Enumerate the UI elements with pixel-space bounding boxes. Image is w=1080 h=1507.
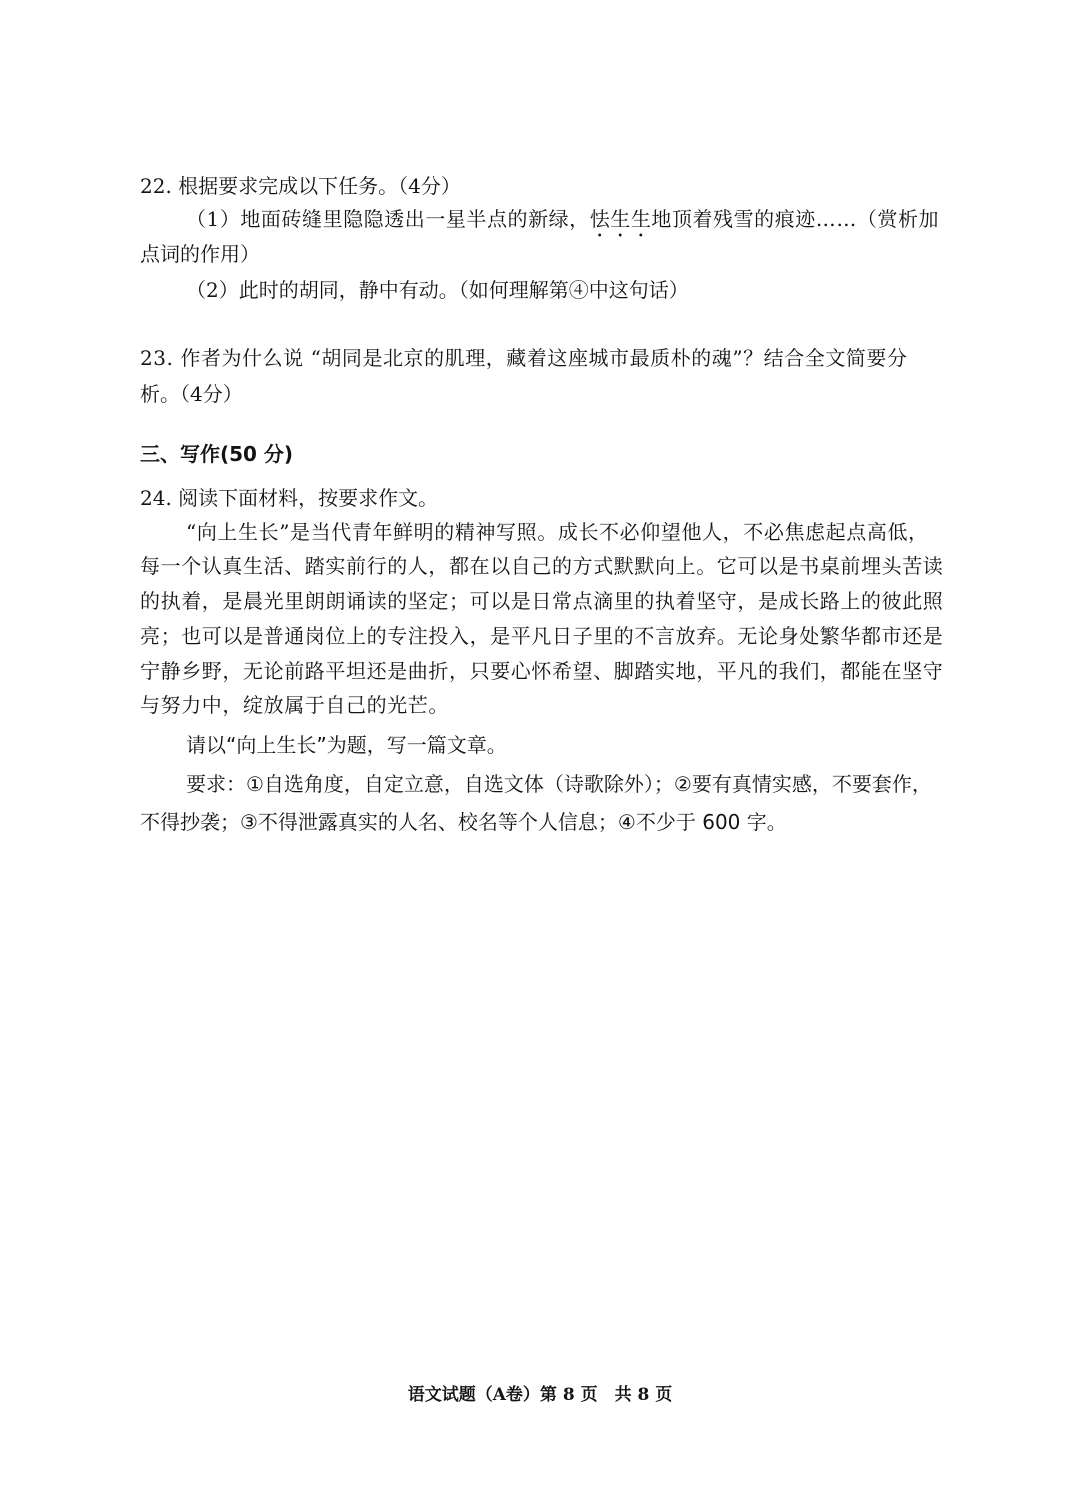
exam-page: 22. 根据要求完成以下任务。（4分） （1）地面砖缝里隐隐透出一星半点的新绿，怯生生地顶着残雪的痕迹……（赏析加 点词的作用） （2）此时的胡同，静中有动。（如何理解第④中这句话） 23. 作者为什么说 “胡同是北京的肌理，藏着这座城市最质朴的魂”？结合全文简要分 析。（4分） 三、写作(50 分) 24. 阅读下面材料，按要求作文。 “向上生长”是当代青年鲜明的精神写照。成长不必仰望他人，不必焦虑起点高低， 每一个认真生活、踏实前行的人，都在以自己的方式默默向上。它可以是书桌前埋头苦读 的执着，是晨光里朗朗诵读的坚定；可以是日常点滴里的执着坚守，是成长路上的彼此照 亮；也可以是普通岗位上的专注投入，是平凡日子里的不言放弃。无论身处繁华都市还是 宁静乡野，无论前路平坦还是曲折，只要心怀希望、脚踏实地，平凡的我们，都能在坚守 与努力中，绽放属于自己的光芒。 请以“向上生长”为题，写一篇文章。 要求：①自选角度，自定立意，自选文体（诗歌除外）；②要有真情实感，不要套作， 不得抄袭；③不得泄露真实的人名、校名等个人信息；④不少于 600 字。 语文试题（A卷）第 8 页 共 8 页 xyxy=(0,0,1080,1507)
page-footer: 语文试题（A卷）第 8 页 共 8 页 xyxy=(407,1385,673,1405)
emphasis-dotted-word: 怯生生 xyxy=(589,207,652,231)
